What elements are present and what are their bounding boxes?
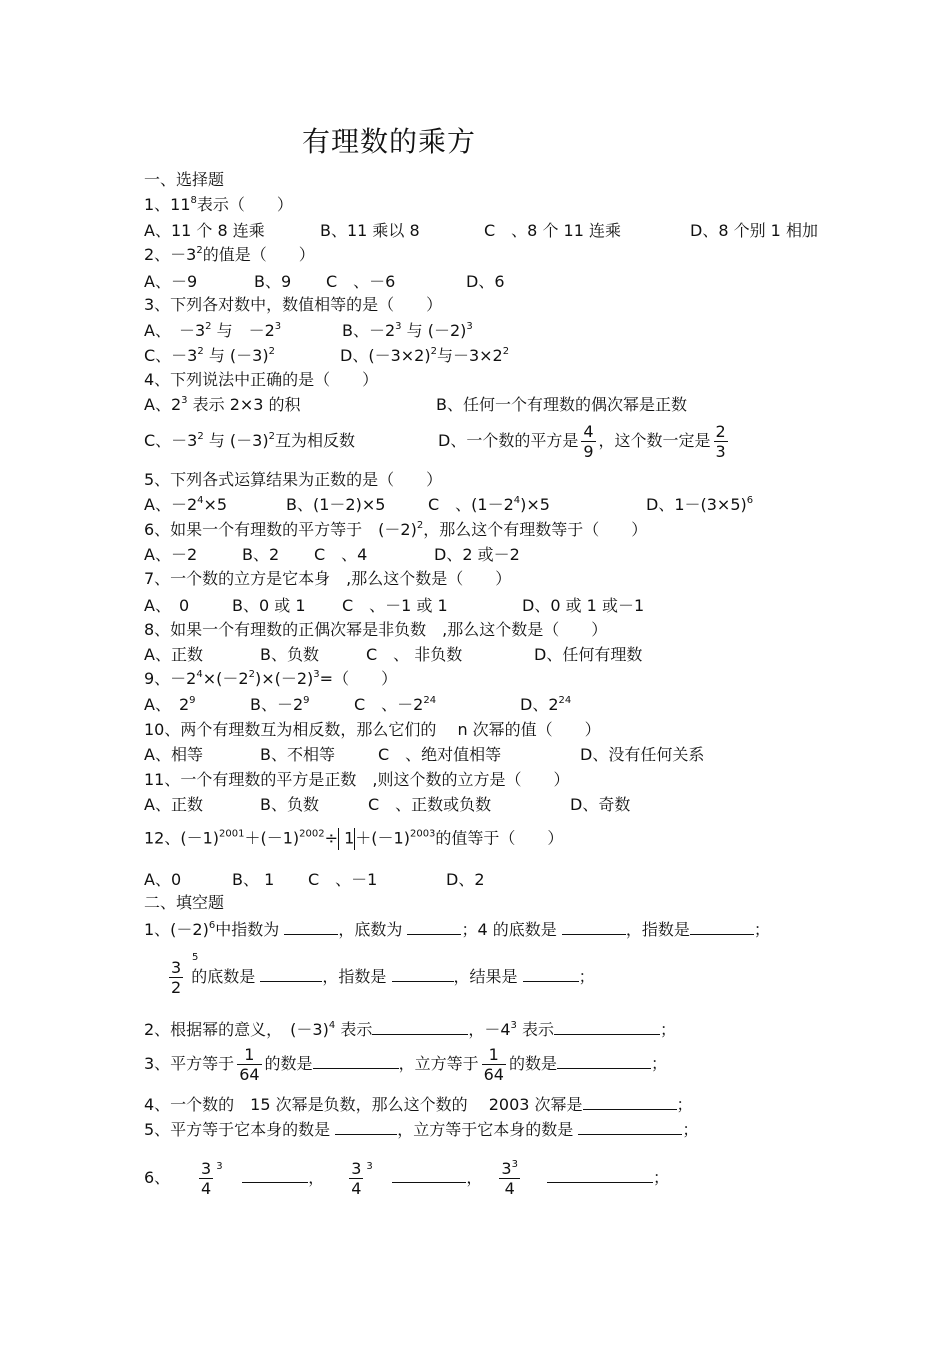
- option-a: A、－2: [144, 545, 198, 564]
- option-d: D、6: [466, 272, 505, 291]
- option-a: A、11 个 8 连乘: [144, 221, 265, 240]
- option-a: A、0: [144, 870, 182, 889]
- option-a: A、正数: [144, 645, 203, 664]
- answer-blank[interactable]: [407, 919, 461, 935]
- option-d: D、$1-(3\times 5)^6$: [646, 495, 754, 514]
- question-3-options-ab: [144, 321, 473, 341]
- exponent: 5: [192, 952, 199, 963]
- option-c: C 、－1: [308, 870, 378, 889]
- option-a: A、 0: [144, 596, 190, 615]
- fraction-2-3: $\frac{2}{3}$: [715, 422, 726, 461]
- option-b: B、$-2^9$: [250, 695, 310, 714]
- question-10-options: [144, 745, 704, 765]
- option-c: C 、 非负数: [366, 645, 463, 664]
- exponent: 3: [216, 1161, 223, 1172]
- option-c: C、$-3^2$ 与 $(-3)^2$: [144, 346, 275, 365]
- answer-blank[interactable]: [313, 1053, 399, 1069]
- question-12: 12、$(-1)^{2001}+(-1)^{2002}\div 1+(-1)^{2003}$的值等于（ ）: [144, 828, 563, 850]
- answer-blank[interactable]: [583, 1094, 677, 1110]
- option-b: B、2: [242, 545, 280, 564]
- question-2-options: [144, 272, 505, 292]
- option-a: A、 $2^9$: [144, 695, 196, 714]
- option-d: D、2: [446, 870, 485, 889]
- question-12-options: [144, 870, 485, 890]
- option-b: B、任何一个有理数的偶次幂是正数: [436, 395, 687, 414]
- fraction-3-2: $\frac{3}{2}$: [171, 958, 182, 997]
- section-fill-heading: 二、填空题: [144, 893, 225, 912]
- answer-blank[interactable]: [242, 1167, 308, 1183]
- question-1: 1、$11^8$表示（ ）: [144, 195, 293, 214]
- answer-blank[interactable]: [547, 1167, 653, 1183]
- fraction-1-64: $\frac{1}{64}$: [239, 1045, 260, 1084]
- option-d: D、8 个别 1 相加: [690, 221, 818, 240]
- question-11: 11、一个有理数的平方是正数 ,则这个数的立方是（ ）: [144, 770, 570, 789]
- option-d: D、2 或－2: [434, 545, 520, 564]
- answer-blank[interactable]: [557, 1053, 651, 1069]
- option-b: B、(1－2)×5: [286, 495, 386, 514]
- answer-blank[interactable]: [284, 919, 338, 935]
- question-3: 3、下列各对数中，数值相等的是（ ）: [144, 295, 443, 314]
- option-b: B、11 乘以 8: [320, 221, 420, 240]
- fill-question-5: 5、平方等于它本身的数是 ，立方等于它本身的数是 ；: [144, 1120, 699, 1139]
- question-7-options: [144, 596, 644, 616]
- option-d: D、0 或 1 或－1: [522, 596, 645, 615]
- answer-blank[interactable]: [554, 1019, 660, 1035]
- absolute-bar-left: [338, 828, 339, 850]
- question-11-options: [144, 795, 630, 815]
- option-d: D、奇数: [570, 795, 631, 814]
- question-9-options: [144, 695, 571, 715]
- option-c: C、$-3^2$ 与 $(-3)^2$互为相反数: [144, 431, 355, 450]
- question-2: 2、$-3^2$的值是（ ）: [144, 245, 315, 264]
- option-c: C 、－6: [326, 272, 396, 291]
- option-b: B、不相等: [260, 745, 335, 764]
- question-4: 4、下列说法中正确的是（ ）: [144, 370, 379, 389]
- option-d: D、一个数的平方是 $\frac{4}{9}$ ，这个数一定是 $\frac{2}{3}$: [438, 422, 726, 461]
- fill-question-4: 4、一个数的 15 次幂是负数，那么这个数的 2003 次幂是 ；: [144, 1095, 693, 1114]
- fill-question-6: 6、 $\frac{3}{4}$ 3， $\frac{3}{4}$ 3， $\frac{3^3}{4}$ ；: [144, 1156, 669, 1203]
- answer-blank[interactable]: [562, 919, 626, 935]
- question-10: 10、两个有理数互为相反数，那么它们的 n 次幂的值（ ）: [144, 720, 601, 739]
- answer-blank[interactable]: [523, 966, 579, 982]
- question-8-options: [144, 645, 642, 665]
- answer-blank[interactable]: [392, 1167, 466, 1183]
- option-a: A、相等: [144, 745, 203, 764]
- fill-question-1b: $\frac{3}{2}$ 5 的底数是 ，指数是 ，结果是 ；: [171, 952, 595, 997]
- option-c: C 、4: [314, 545, 368, 564]
- question-8: 8、如果一个有理数的正偶次幂是非负数 ,那么这个数是（ ）: [144, 620, 608, 639]
- question-3-options-cd: [144, 346, 509, 366]
- question-4-options-cd: [144, 420, 731, 462]
- section-choice-heading: 一、选择题: [144, 170, 225, 189]
- option-a: A、正数: [144, 795, 203, 814]
- exponent: 3: [366, 1161, 373, 1172]
- answer-blank[interactable]: [335, 1119, 397, 1135]
- question-1-options: [144, 221, 818, 241]
- option-a: A、－9: [144, 272, 198, 291]
- option-a: A、 $-3^2$ 与 $-2^3$: [144, 321, 282, 340]
- fill-question-2: 2、根据幂的意义， $(-3)^4$ 表示 ，$-4^3$ 表示 ；: [144, 1020, 677, 1039]
- fraction-1-64: $\frac{1}{64}$: [483, 1045, 504, 1084]
- option-c: C 、$-2^{24}$: [354, 695, 437, 714]
- option-c: C 、绝对值相等: [378, 745, 502, 764]
- answer-blank[interactable]: [578, 1119, 682, 1135]
- question-6: 6、如果一个有理数的平方等于 $(-2)^2$，那么这个有理数等于（ ）: [144, 520, 648, 539]
- fraction-3-4: $\frac{3}{4}$: [351, 1159, 362, 1198]
- option-c: C 、正数或负数: [368, 795, 492, 814]
- option-b: B、负数: [260, 795, 319, 814]
- fill-question-3: 3、平方等于 $\frac{1}{64}$ 的数是 ，立方等于 $\frac{1}{64}$ 的数是 ；: [144, 1045, 667, 1084]
- question-5: 5、下列各式运算结果为正数的是（ ）: [144, 470, 443, 489]
- question-9: 9、$-2^4\times(-2^2)\times(-2)^3=$（ ）: [144, 669, 398, 688]
- fraction-3-4: $\frac{3}{4}$: [201, 1159, 212, 1198]
- answer-blank[interactable]: [392, 966, 454, 982]
- option-b: B、9: [254, 272, 292, 291]
- answer-blank[interactable]: [260, 966, 322, 982]
- fraction-4-9: $\frac{4}{9}$: [583, 422, 594, 461]
- option-a: A、$2^3$ 表示 2×3 的积: [144, 395, 301, 414]
- option-b: B、$-2^3$ 与 $(-2)^3$: [342, 321, 473, 340]
- option-b: B、负数: [260, 645, 319, 664]
- option-c: C 、$(1-2^4)\times 5$: [428, 495, 550, 514]
- option-d: D、没有任何关系: [580, 745, 705, 764]
- question-4-options-ab: [144, 395, 687, 415]
- option-d: D、$(-3\times 2)^2$与$-3\times 2^2$: [340, 346, 510, 365]
- question-5-options: [144, 495, 753, 515]
- option-b: B、0 或 1: [232, 596, 306, 615]
- option-d: D、$2^{24}$: [520, 695, 572, 714]
- fill-question-1: 1、$(-2)^6$中指数为 ，底数为 ；4 的底数是 ，指数是 ；: [144, 920, 770, 939]
- option-c: C 、8 个 11 连乘: [484, 221, 621, 240]
- question-7: 7、一个数的立方是它本身 ,那么这个数是（ ）: [144, 569, 512, 588]
- answer-blank[interactable]: [690, 919, 754, 935]
- option-b: B、 1: [232, 870, 275, 889]
- question-6-options: [144, 545, 520, 565]
- option-c: C 、－1 或 1: [342, 596, 448, 615]
- option-d: D、任何有理数: [534, 645, 643, 664]
- fraction-3-cubed-over-4: $\frac{3^3}{4}$: [501, 1159, 518, 1198]
- page-title: 有理数的乘方: [302, 125, 477, 158]
- option-a: A、$-2^4\times 5$: [144, 495, 228, 514]
- answer-blank[interactable]: [372, 1019, 468, 1035]
